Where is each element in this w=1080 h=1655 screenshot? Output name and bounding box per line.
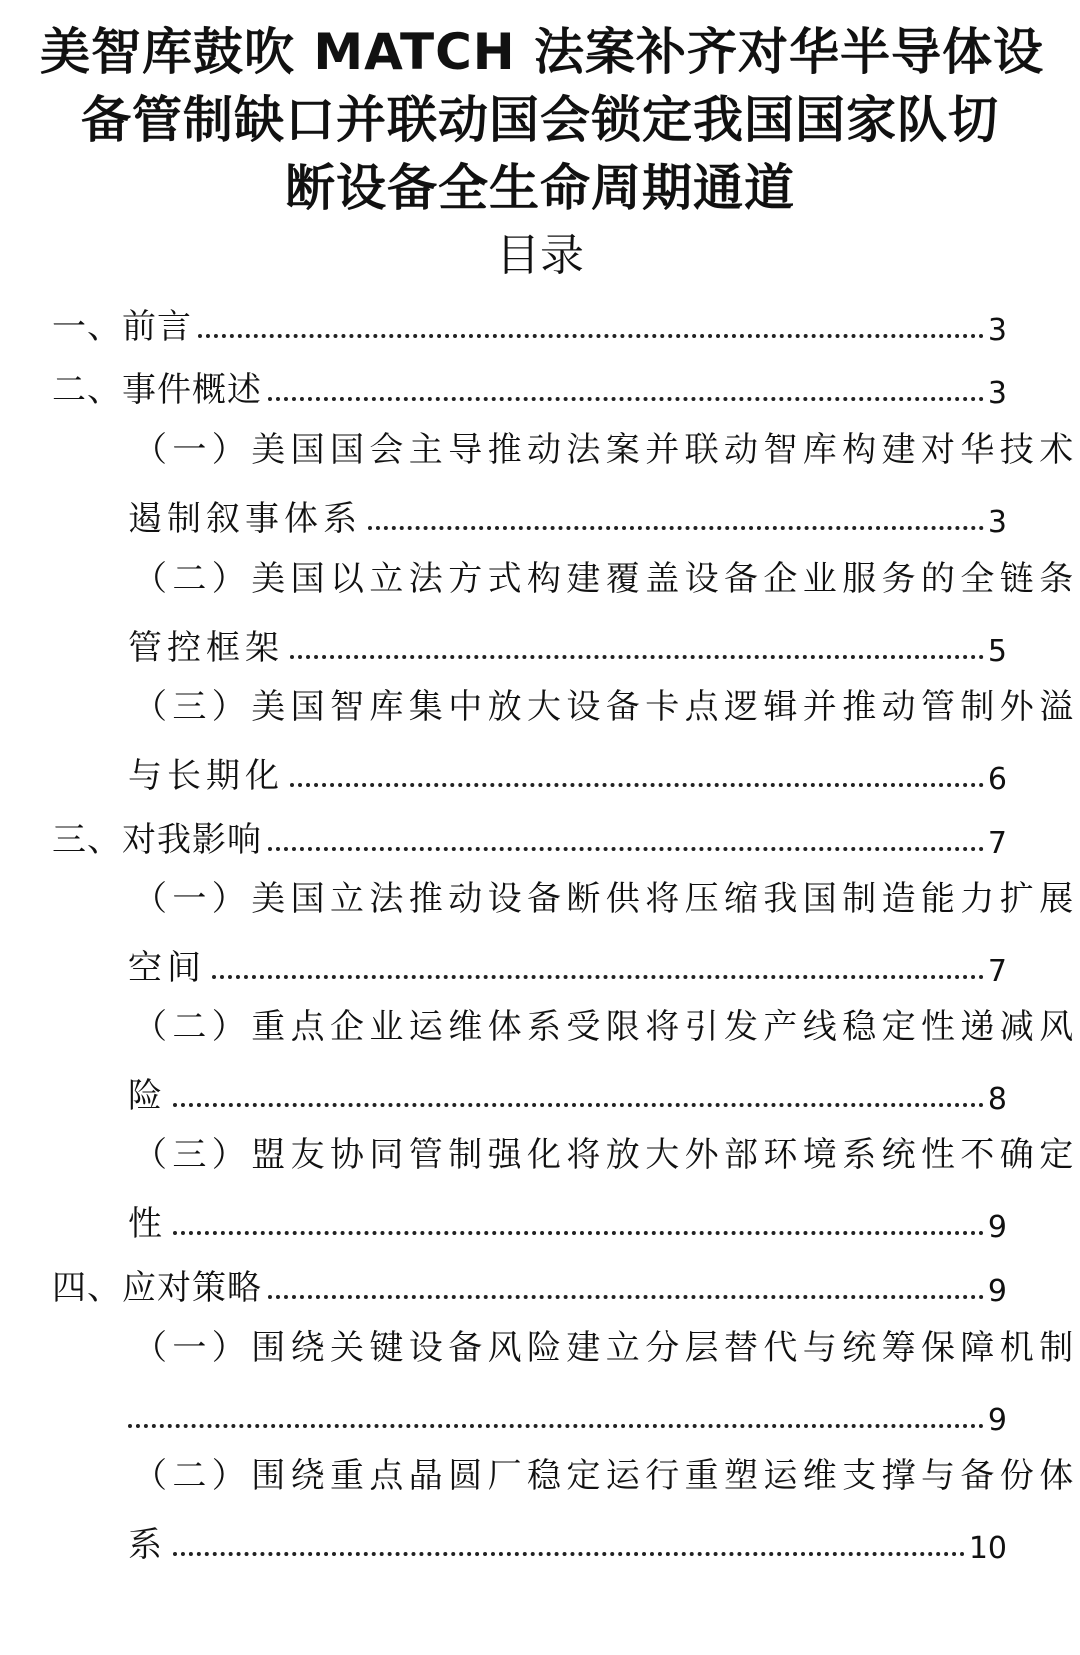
toc-entry-2-2[interactable]	[128, 617, 1007, 669]
toc-entry-3-2-line1[interactable]: （二）重点企业运维体系受限将引发产线稳定性递减风	[133, 1007, 1079, 1047]
toc-entry-2-2-line1[interactable]: （二）美国以立法方式构建覆盖设备企业服务的全链条	[133, 559, 1079, 599]
leader-dots	[268, 397, 984, 401]
toc-entry-preface[interactable]	[52, 296, 1007, 348]
toc-page-number: 9	[987, 1403, 1007, 1438]
toc-entry-label: 与长期化	[128, 756, 284, 796]
title-line-2: 备管制缺口并联动国会锁定我国国家队切	[81, 91, 999, 149]
toc-entry-3-3[interactable]	[128, 1193, 1007, 1245]
toc-entry-label: 遏制叙事体系	[128, 499, 362, 539]
toc-page-number: 3	[987, 376, 1007, 411]
toc-page-number: 7	[987, 826, 1007, 861]
toc-page-number: 6	[987, 762, 1007, 797]
leader-dots	[212, 975, 984, 979]
toc-entry-strategy[interactable]	[52, 1257, 1007, 1309]
title-line-3: 断设备全生命周期通道	[285, 159, 795, 217]
toc-entry-3-2[interactable]	[128, 1065, 1007, 1117]
toc-page-number: 9	[987, 1274, 1007, 1309]
toc-entry-overview[interactable]	[52, 359, 1007, 411]
toc-entry-4-1-line1[interactable]: （一）围绕关键设备风险建立分层替代与统筹保障机制	[133, 1328, 1079, 1368]
toc-heading: 目录	[496, 230, 584, 281]
toc-page-number: 5	[987, 634, 1007, 669]
toc-page-number: 10	[968, 1531, 1007, 1566]
leader-dots	[368, 526, 984, 530]
toc-entry-4-2[interactable]	[128, 1514, 1007, 1566]
toc-entry-2-3[interactable]	[128, 745, 1007, 797]
toc-page-number: 3	[987, 505, 1007, 540]
leader-dots	[173, 1231, 984, 1235]
toc-page-number: 3	[987, 313, 1007, 348]
leader-dots	[268, 847, 984, 851]
toc-entry-label: 四、应对策略	[52, 1268, 262, 1308]
toc-entry-4-1[interactable]	[128, 1386, 1007, 1438]
toc-page-number: 7	[987, 954, 1007, 989]
toc-entry-3-1[interactable]	[128, 937, 1007, 989]
toc-page-number: 9	[987, 1210, 1007, 1245]
toc-entry-label: 三、对我影响	[52, 820, 262, 860]
toc-entry-impact[interactable]	[52, 809, 1007, 861]
toc-entry-label: 一、前言	[52, 307, 192, 347]
toc-page-number: 8	[987, 1082, 1007, 1117]
toc-entry-3-3-line1[interactable]: （三）盟友协同管制强化将放大外部环境系统性不确定	[133, 1135, 1079, 1175]
toc-entry-3-1-line1[interactable]: （一）美国立法推动设备断供将压缩我国制造能力扩展	[133, 879, 1079, 919]
leader-dots	[290, 783, 984, 787]
leader-dots	[128, 1424, 984, 1428]
leader-dots	[173, 1103, 984, 1107]
toc-entry-2-3-line1[interactable]: （三）美国智库集中放大设备卡点逻辑并推动管制外溢	[133, 687, 1079, 727]
leader-dots	[290, 655, 984, 659]
toc-entry-label: 空间	[128, 948, 206, 988]
toc-entry-4-2-line1[interactable]: （二）围绕重点晶圆厂稳定运行重塑运维支撑与备份体	[133, 1456, 1079, 1496]
leader-dots	[198, 334, 984, 338]
title-line-1: 美智库鼓吹 MATCH 法案补齐对华半导体设	[40, 23, 1045, 81]
leader-dots	[173, 1552, 965, 1556]
toc-entry-2-1[interactable]	[128, 488, 1007, 540]
toc-entry-label: 险	[128, 1076, 167, 1116]
leader-dots	[268, 1295, 984, 1299]
toc-entry-label: 系	[128, 1525, 167, 1565]
toc-entry-label: 二、事件概述	[52, 370, 262, 410]
toc-entry-label: 管控框架	[128, 628, 284, 668]
toc-entry-2-1-line1[interactable]: （一）美国国会主导推动法案并联动智库构建对华技术	[133, 430, 1079, 470]
toc-entry-label: 性	[128, 1204, 167, 1244]
